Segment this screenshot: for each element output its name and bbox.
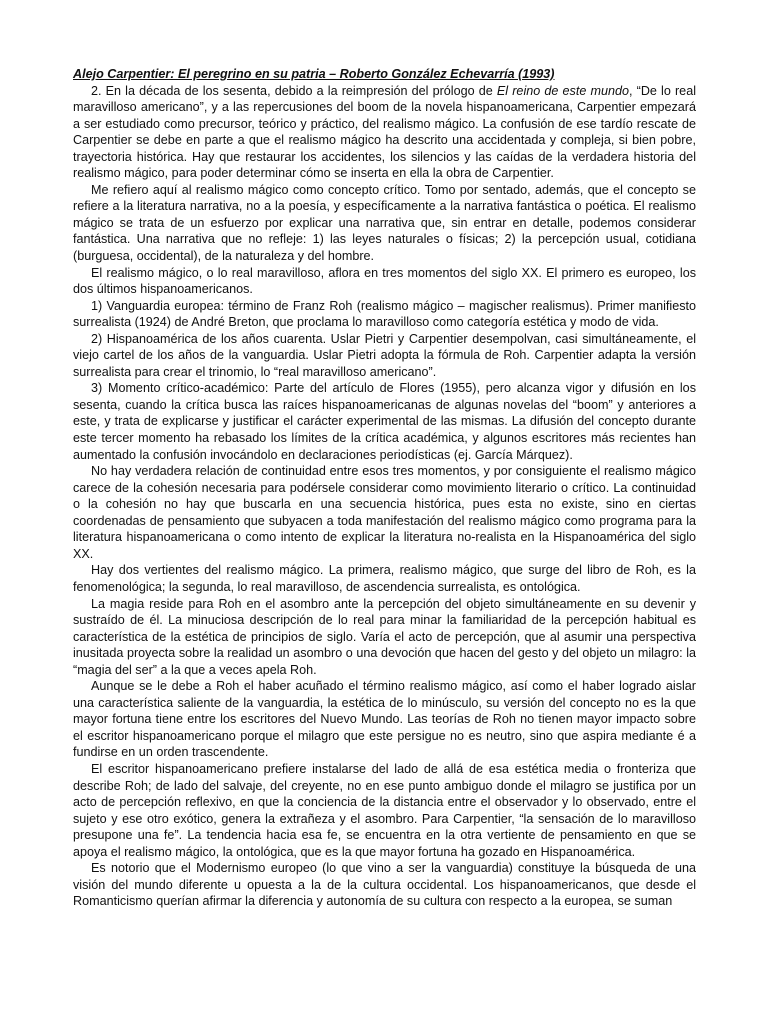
paragraph-2: Me refiero aquí al realismo mágico como concepto crítico. Tomo por sentado, además, que el concepto se refiere a la literatura narrativa, no a la poesía, y específicamente a la narrativa fantástica o poética. El realismo mágico se trata de un esfuerzo por explicar una narrativa que, sin entrar en detalle, podemos considerar fantástica. Una narrativa que no refleje: 1) las leyes naturales o físicas; 2) la percepción usual, cotidiana (burguesa, occidental), de la naturaleza y del hombre. bbox=[73, 182, 696, 264]
paragraph-8: Hay dos vertientes del realismo mágico. La primera, realismo mágico, que surge del libro de Roh, es la fenomenológica; la segunda, lo real maravilloso, de ascendencia surrealista, es ontológica. bbox=[73, 563, 696, 594]
paragraph-12: Es notorio que el Modernismo europeo (lo que vino a ser la vanguardia) constituye la búsqueda de una visión del mundo diferente u opuesta a la de la cultura occidental. Los hispanoamericanos, que desde el Romanticismo querían afirmar la diferencia y autonomía de su cultura con respecto a la europea, se suman bbox=[73, 861, 696, 909]
paragraph-3: El realismo mágico, o lo real maravilloso, aflora en tres momentos del siglo XX. El primero es europeo, los dos últimos hispanoamericanos. bbox=[73, 265, 696, 297]
paragraph-5: 2) Hispanoamérica de los años cuarenta. Uslar Pietri y Carpentier desempolvan, casi simultáneamente, el viejo cartel de los años de la vanguardia. Uslar Pietri adopta la fórmula de Roh. Carpentier adapta la versión surrealista para crear el trinomio, lo “real maravilloso americano”. bbox=[73, 331, 696, 379]
paragraph-1-text-start: 2. En la década de los sesenta, debido a la reimpresión del prólogo de bbox=[91, 83, 497, 98]
paragraph-1 bbox=[73, 83, 696, 182]
document-page bbox=[73, 66, 696, 910]
paragraph-9: La magia reside para Roh en el asombro ante la percepción del objeto simultáneamente en su devenir y sustraído de él. La minuciosa descripción de lo real para minar la familiaridad de la percepción habitual es característica de la estética de principios de siglo. Varía el acto de percepción, que al asumir una perspectiva inusitada proyecta sobre la realidad un asombro o una devoción que hacen del gesto y del objeto un milagro: la “magia del ser” a la que a veces apela Roh. bbox=[73, 596, 696, 677]
paragraph-4: 1) Vanguardia europea: término de Franz Roh (realismo mágico – magischer realismus). Primer manifiesto surrealista (1924) de André Breton, que proclama lo maravilloso como categoría estética y modo de vida. bbox=[73, 298, 696, 330]
paragraph-10: Aunque se le debe a Roh el haber acuñado el término realismo mágico, así como el haber logrado aislar una característica saliente de la vanguardia, la estética de lo minúsculo, su versión del concepto no es la que mayor fortuna tiene entre los escritores del Nuevo Mundo. Las teorías de Roh no tienen mayor impacto sobre el escritor hispanoamericano porque el milagro que este persigue no es neutro, sino que aspira mediante é a fundirse en un orden trascendente. bbox=[73, 679, 696, 760]
document-title: Alejo Carpentier: El peregrino en su patria – Roberto González Echevarría (1993) bbox=[73, 67, 555, 81]
paragraph-11: El escritor hispanoamericano prefiere instalarse del lado de allá de esa estética media o fronteriza que describe Roh; de lado del salvaje, del creyente, no en ese punto ambiguo donde el milagro se justifica por un acto de percepción reflexivo, en que la conciencia de la distancia entre el observador y lo observado, entre el sujeto y ese otro exótico, genera la extrañeza y el asombro. Para Carpentier, “la sensación de lo maravilloso presupone una fe”. La tendencia hacia esa fe, se encuentra en la otra vertiente de pensamiento en que se apoya el realismo mágico, la ontológica, que es la que mayor fortuna ha gozado en Hispanoamérica. bbox=[73, 761, 696, 859]
paragraph-7: No hay verdadera relación de continuidad entre esos tres momentos, y por consiguiente el realismo mágico carece de la cohesión necesaria para podérsele considerar como movimiento literario o crítico. La continuidad o la cohesión no hay que buscarla en una secuencia histórica, pues esta no existe, sino en ciertas coordenadas de pensamiento que subyacen a toda manifestación del realismo mágico como programa para la literatura hispanoamericana o como intento de explicar la literatura no-realista en la Hispanoamérica del siglo XX. bbox=[73, 464, 696, 561]
paragraph-1-text-end: , “De lo real maravilloso americano”, y a las repercusiones del boom de la novela hispanoamericana, Carpentier empezará a ser estudiado como precursor, teórico y práctico, del realismo mágico. La confusión de ese tardío rescate de Carpentier se debe en parte a que el realismo mágico ha descrito una accidentada y compleja, si bien pobre, trayectoria histórica. Hay que restaurar los accidentes, los silencios y las caídas de la verdadera historia del realismo mágico, para poder determinar cómo se inserta en ella la obra de Carpentier. bbox=[73, 83, 696, 181]
paragraph-6: 3) Momento crítico-académico: Parte del artículo de Flores (1955), pero alcanza vigor y difusión en los sesenta, cuando la crítica busca las raíces hispanoamericanas de algunas novelas del “boom” y anteriores a este, y trata de explicarse y justificar el carácter experimental de las mismas. La difusión del concepto durante este tercer momento ha rebasado los límites de la crítica académica, y algunos escritores más recientes han aumentado la confusión invocándolo en declaraciones periodísticas (ej. García Márquez). bbox=[73, 381, 696, 462]
book-title-italic: El reino de este mundo bbox=[496, 83, 629, 98]
